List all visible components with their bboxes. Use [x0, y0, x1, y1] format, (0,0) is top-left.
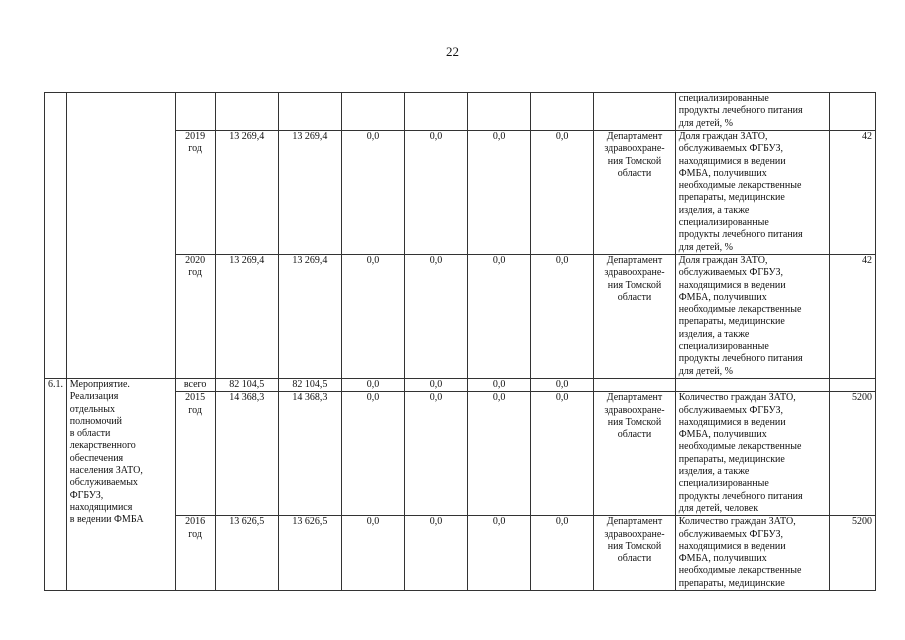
indicator-cell: Количество граждан ЗАТО, обслуживаемых ФГБУЗ, находящимися в ведении ФМБА, получивших необходимые лекарственные препараты, медицинские изделия, а также специализированные продукты лечебного питания для детей, человек [675, 392, 829, 516]
regional-cell: 0,0 [341, 516, 404, 591]
other-cell: 0,0 [531, 379, 594, 392]
total-cell: 13 269,4 [215, 131, 278, 255]
indicator-cell: специализированные продукты лечебного питания для детей, % [675, 93, 829, 131]
year-cell: 2016 год [175, 516, 215, 591]
federal-cell: 13 269,4 [278, 131, 341, 255]
target-value-cell: 5200 [830, 516, 876, 591]
department-cell: Департамент здравоохране- ния Томской области [594, 255, 676, 379]
federal-cell: 82 104,5 [278, 379, 341, 392]
local-cell [404, 93, 467, 131]
item-number-cell [45, 93, 67, 379]
other-cell: 0,0 [531, 516, 594, 591]
local-cell: 0,0 [404, 131, 467, 255]
item-name-cell: Мероприятие. Реализация отдельных полномочий в области лекарственного обеспечения населения ЗАТО, обслуживаемых ФГБУЗ, находящимися в ведении ФМБА [66, 379, 175, 591]
department-cell [594, 93, 676, 131]
target-value-cell [830, 93, 876, 131]
regional-cell: 0,0 [341, 392, 404, 516]
target-value-cell: 42 [830, 255, 876, 379]
federal-cell: 13 626,5 [278, 516, 341, 591]
item-number-cell: 6.1. [45, 379, 67, 591]
extra-cell [468, 93, 531, 131]
extra-cell: 0,0 [468, 379, 531, 392]
year-cell: 2019 год [175, 131, 215, 255]
other-cell [531, 93, 594, 131]
indicator-cell [675, 379, 829, 392]
extra-cell: 0,0 [468, 255, 531, 379]
total-cell [215, 93, 278, 131]
local-cell: 0,0 [404, 392, 467, 516]
federal-cell: 13 269,4 [278, 255, 341, 379]
regional-cell: 0,0 [341, 255, 404, 379]
item-name-cell [66, 93, 175, 379]
other-cell: 0,0 [531, 255, 594, 379]
year-cell: всего [175, 379, 215, 392]
program-table [44, 92, 876, 591]
indicator-cell: Доля граждан ЗАТО, обслуживаемых ФГБУЗ, находящимися в ведении ФМБА, получивших необходимые лекарственные препараты, медицинские изделия, а также специализированные продукты лечебного питания для детей, % [675, 255, 829, 379]
total-cell: 14 368,3 [215, 392, 278, 516]
local-cell: 0,0 [404, 379, 467, 392]
page-number: 22 [446, 44, 459, 59]
year-cell: 2015 год [175, 392, 215, 516]
target-value-cell: 42 [830, 131, 876, 255]
year-cell [175, 93, 215, 131]
department-cell: Департамент здравоохране- ния Томской области [594, 516, 676, 591]
target-value-cell [830, 379, 876, 392]
year-cell: 2020 год [175, 255, 215, 379]
federal-cell: 14 368,3 [278, 392, 341, 516]
regional-cell [341, 93, 404, 131]
local-cell: 0,0 [404, 255, 467, 379]
total-cell: 13 626,5 [215, 516, 278, 591]
indicator-cell: Количество граждан ЗАТО, обслуживаемых ФГБУЗ, находящимися в ведении ФМБА, получивших необходимые лекарственные препараты, медицинские [675, 516, 829, 591]
total-cell: 13 269,4 [215, 255, 278, 379]
indicator-cell: Доля граждан ЗАТО, обслуживаемых ФГБУЗ, находящимися в ведении ФМБА, получивших необходимые лекарственные препараты, медицинские изделия, а также специализированные продукты лечебного питания для детей, % [675, 131, 829, 255]
local-cell: 0,0 [404, 516, 467, 591]
other-cell: 0,0 [531, 131, 594, 255]
regional-cell: 0,0 [341, 131, 404, 255]
target-value-cell: 5200 [830, 392, 876, 516]
federal-cell [278, 93, 341, 131]
other-cell: 0,0 [531, 392, 594, 516]
department-cell [594, 379, 676, 392]
department-cell: Департамент здравоохране- ния Томской области [594, 131, 676, 255]
extra-cell: 0,0 [468, 392, 531, 516]
extra-cell: 0,0 [468, 131, 531, 255]
regional-cell: 0,0 [341, 379, 404, 392]
extra-cell: 0,0 [468, 516, 531, 591]
total-cell: 82 104,5 [215, 379, 278, 392]
table-row [45, 93, 876, 131]
department-cell: Департамент здравоохране- ния Томской области [594, 392, 676, 516]
table-row [45, 379, 876, 392]
